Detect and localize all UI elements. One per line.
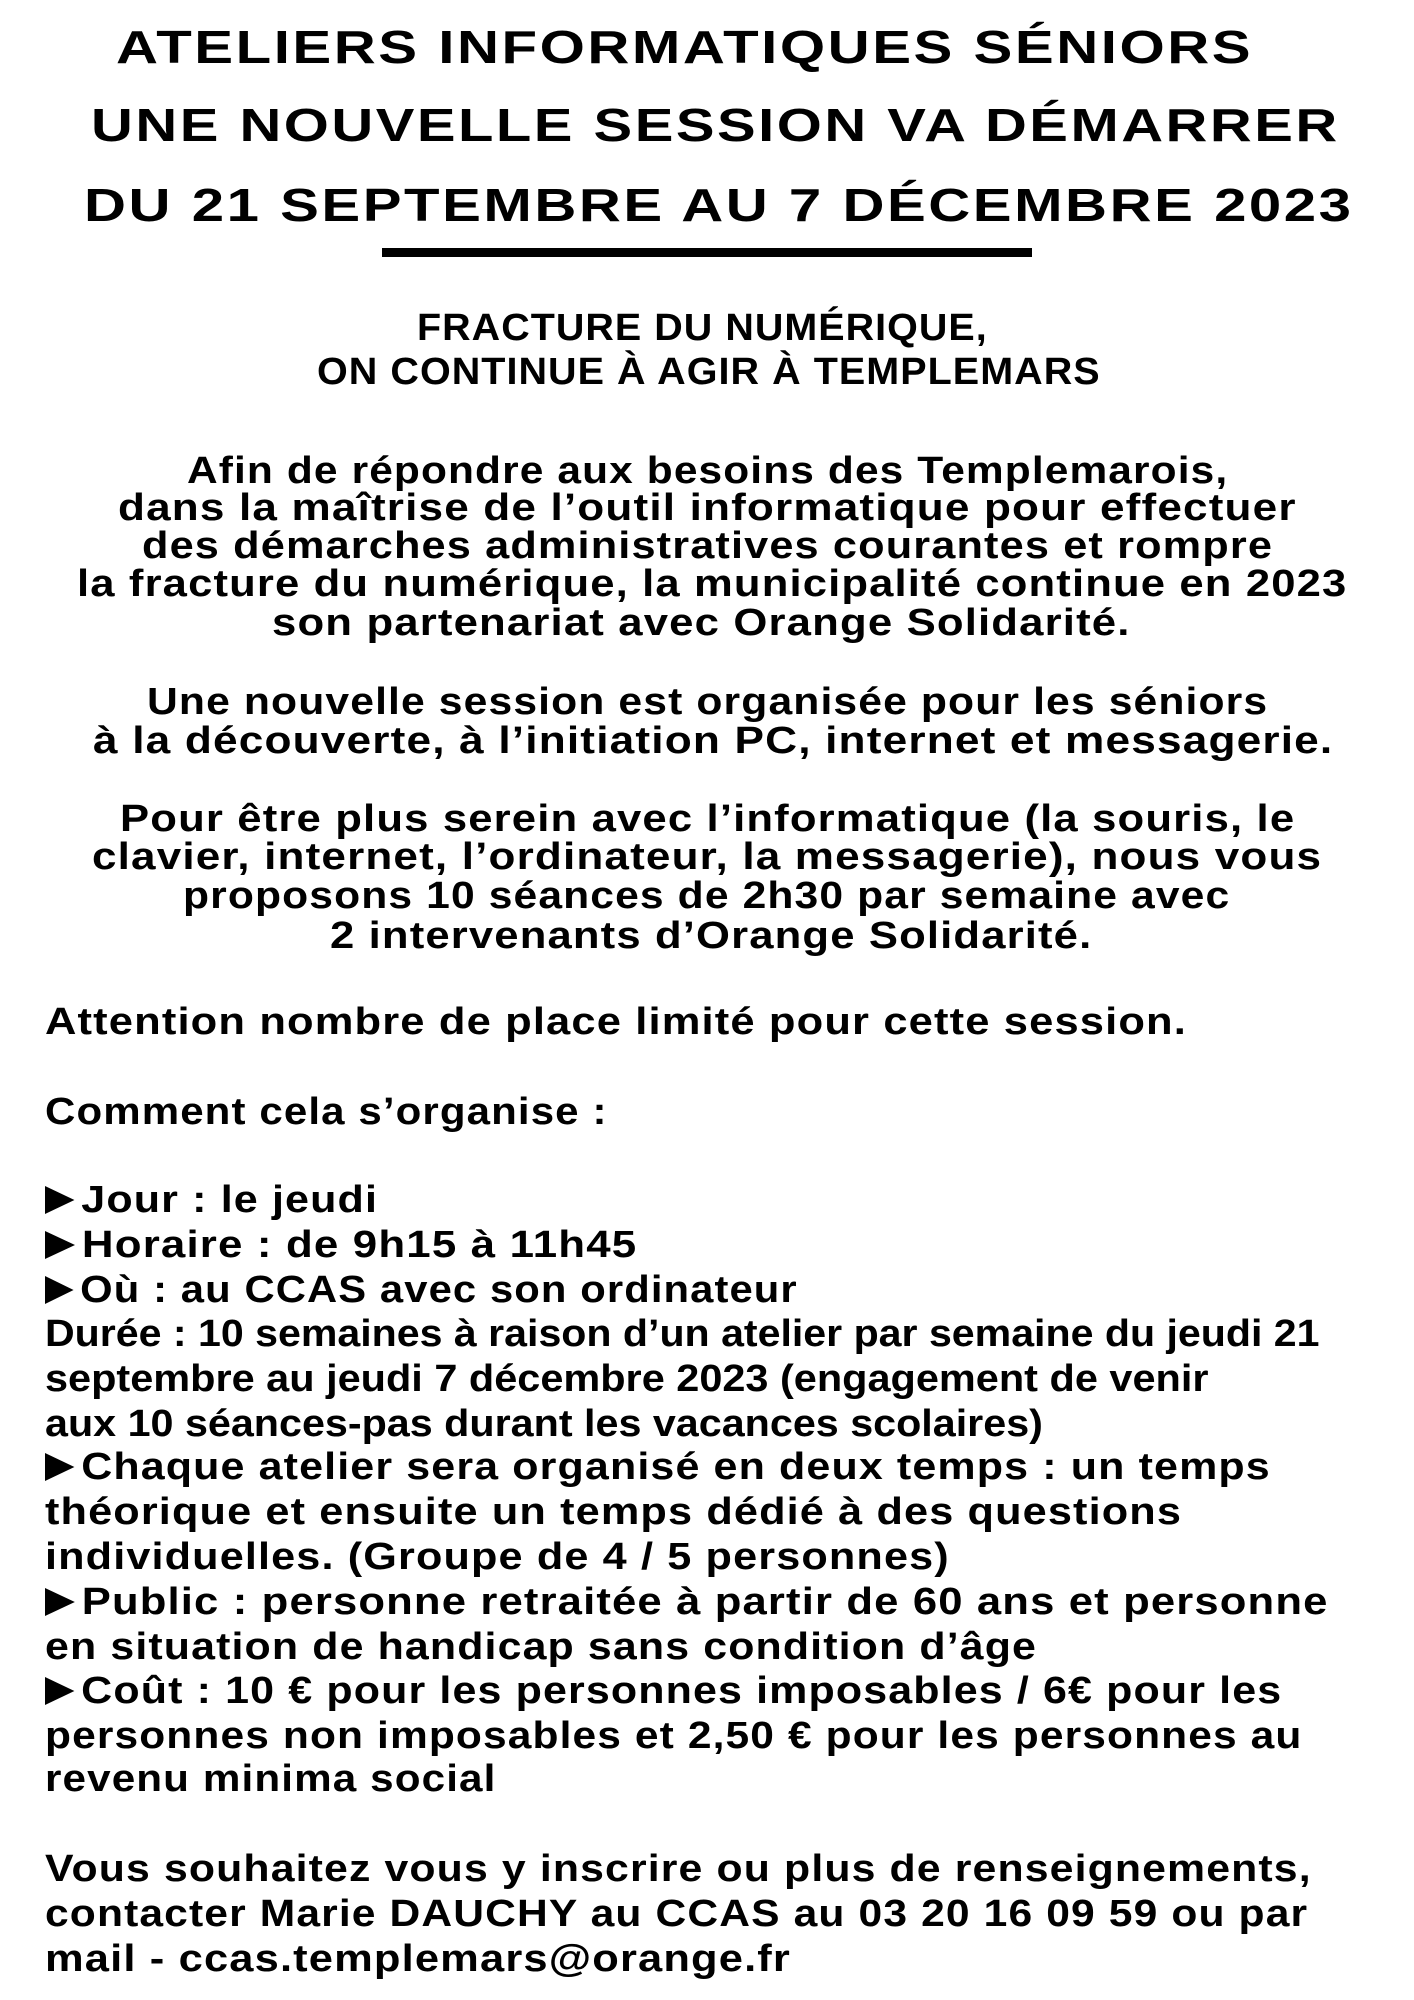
public-line: en situation de handicap sans condition d’âge — [45, 1626, 1038, 1668]
subheading-line-1: FRACTURE DU NUMÉRIQUE, — [417, 307, 988, 349]
triangle-right-icon — [45, 1677, 74, 1705]
contact-email[interactable]: mail - ccas.templemars@orange.fr — [45, 1938, 791, 1980]
intro-p2-line: Une nouvelle session est organisée pour les séniors — [147, 681, 1269, 723]
cout-line: personnes non imposables et 2,50 € pour les personnes au — [45, 1715, 1303, 1757]
bullet-lieu — [45, 1271, 798, 1309]
intro-p3-line: 2 intervenants d’Orange Solidarité. — [330, 915, 1093, 957]
bullet-cout — [45, 1672, 1282, 1710]
intro-p1-line: dans la maîtrise de l’outil informatique pour effectuer — [118, 487, 1297, 529]
intro-p1-line: Afin de répondre aux besoins des Templemarois, — [187, 450, 1229, 492]
cout-line: revenu minima social — [45, 1758, 497, 1800]
deroulement-line: théorique et ensuite un temps dédié à des questions — [45, 1491, 1183, 1533]
duree-line: aux 10 séances-pas durant les vacances scolaires) — [45, 1403, 1043, 1445]
intro-p2-line: à la découverte, à l’initiation PC, internet et messagerie. — [93, 720, 1334, 762]
contact-line: Vous souhaitez vous y inscrire ou plus de renseignements, — [45, 1848, 1312, 1890]
triangle-right-icon — [45, 1186, 74, 1214]
duree-line: septembre au jeudi 7 décembre 2023 (engagement de venir — [45, 1358, 1209, 1400]
bullet-horaire — [45, 1226, 637, 1264]
title-divider — [382, 248, 1032, 257]
subheading-line-2: ON CONTINUE À AGIR À TEMPLEMARS — [317, 351, 1101, 393]
limited-places-notice: Attention nombre de place limité pour cette session. — [45, 1001, 1187, 1043]
bullet-cout-text: Coût : 10 € pour les personnes imposables / 6€ pour les — [81, 1670, 1283, 1712]
intro-p1-line: son partenariat avec Orange Solidarité. — [272, 602, 1131, 644]
bullet-public-text: Public : personne retraitée à partir de 60 ans et personne — [81, 1581, 1329, 1623]
bullet-horaire-text: Horaire : de 9h15 à 11h45 — [81, 1224, 638, 1266]
organisation-heading: Comment cela s’organise : — [45, 1091, 608, 1133]
triangle-right-icon — [45, 1588, 75, 1616]
duree-line: Durée : 10 semaines à raison d’un atelier par semaine du jeudi 21 — [45, 1313, 1320, 1355]
bullet-jour-text: Jour : le jeudi — [81, 1179, 379, 1221]
intro-p1-line: la fracture du numérique, la municipalité continue en 2023 — [77, 563, 1348, 605]
bullet-public — [45, 1583, 1329, 1621]
triangle-right-icon — [45, 1231, 75, 1259]
intro-p3-line: Pour être plus serein avec l’informatique (la souris, le — [120, 798, 1296, 840]
bullet-deroulement-text: Chaque atelier sera organisé en deux temps : un temps — [81, 1446, 1271, 1488]
bullet-deroulement — [45, 1448, 1271, 1486]
intro-p1-line: des démarches administratives courantes et rompre — [142, 525, 1274, 567]
triangle-right-icon — [45, 1453, 74, 1481]
deroulement-line: individuelles. (Groupe de 4 / 5 personnes) — [45, 1536, 950, 1578]
triangle-right-icon — [45, 1276, 74, 1304]
bullet-lieu-text: Où : au CCAS avec son ordinateur — [80, 1269, 798, 1311]
bullet-jour — [45, 1181, 378, 1219]
contact-line: contacter Marie DAUCHY au CCAS au 03 20 16 09 59 ou par — [45, 1893, 1309, 1935]
title-line-3: DU 21 SEPTEMBRE AU 7 DÉCEMBRE 2023 — [84, 179, 1354, 231]
title-line-2: UNE NOUVELLE SESSION VA DÉMARRER — [91, 99, 1340, 151]
title-line-1: ATELIERS INFORMATIQUES SÉNIORS — [116, 21, 1254, 73]
intro-p3-line: clavier, internet, l’ordinateur, la messagerie), nous vous — [92, 836, 1323, 878]
intro-p3-line: proposons 10 séances de 2h30 par semaine avec — [183, 875, 1231, 917]
